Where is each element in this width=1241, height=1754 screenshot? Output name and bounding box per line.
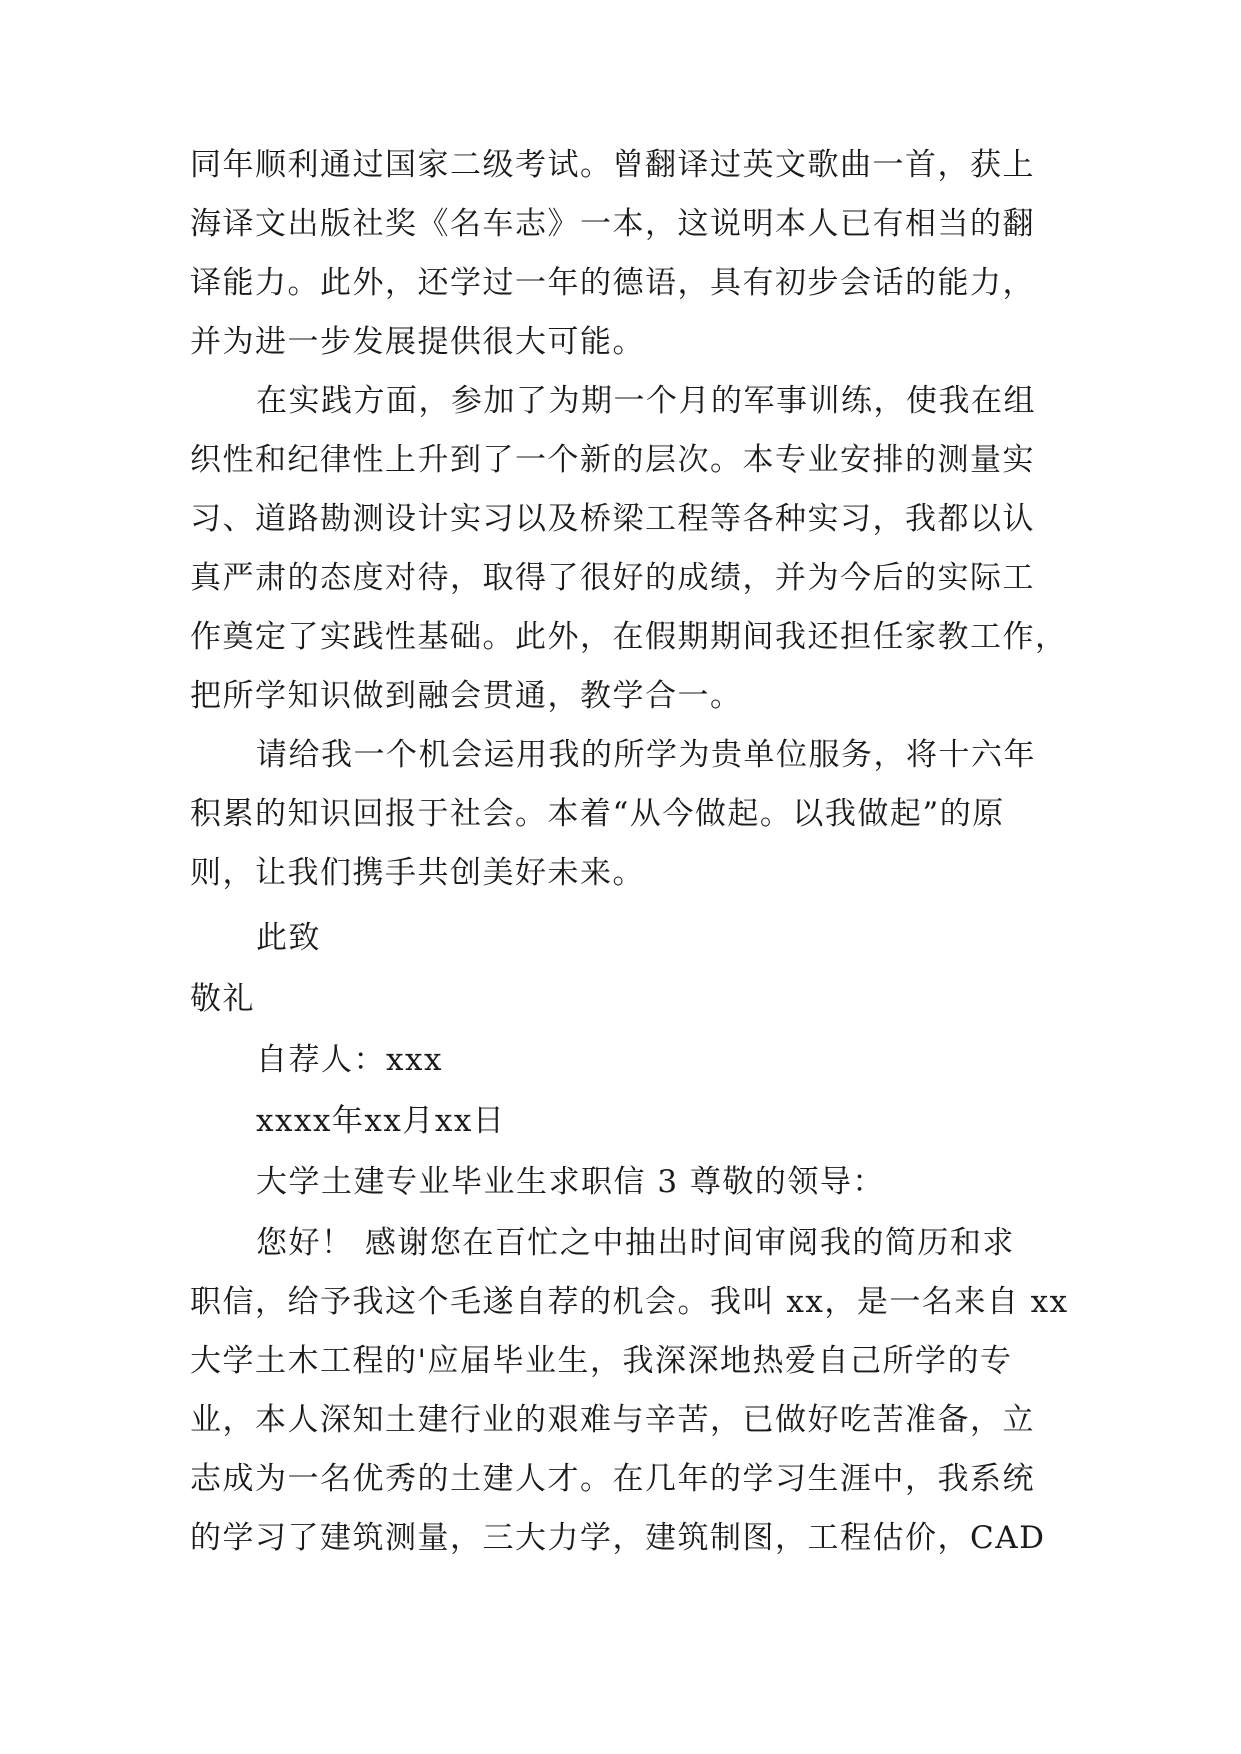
text-line: 海译文出版社奖《名车志》一本，这说明本人已有相当的翻: [190, 206, 1035, 242]
date-line: xxxx年xx月xx日: [256, 1103, 506, 1139]
text-line: 织性和纪律性上升到了一个新的层次。本专业安排的测量实: [190, 442, 1035, 478]
text-line: 真严肃的态度对待，取得了很好的成绩，并为今后的实际工: [190, 560, 1035, 596]
text-line: 则，让我们携手共创美好未来。: [190, 855, 645, 891]
text-line: 的学习了建筑测量，三大力学，建筑制图，工程估价，CAD: [190, 1520, 1046, 1556]
text-line: 译能力。此外，还学过一年的德语，具有初步会话的能力，: [190, 265, 1035, 301]
text-line: 同年顺利通过国家二级考试。曾翻译过英文歌曲一首，获上: [190, 147, 1035, 183]
text-line: 业，本人深知土建行业的艰难与辛苦，已做好吃苦准备，立: [190, 1402, 1035, 1438]
text-line: 作奠定了实践性基础。此外，在假期期间我还担任家教工作，: [190, 619, 1068, 655]
closing-phrase: 此致: [256, 920, 321, 956]
text-line: 积累的知识回报于社会。本着“从今做起。以我做起”的原: [190, 796, 1005, 832]
text-line: 把所学知识做到融会贯通，教学合一。: [190, 678, 743, 714]
text-line: 在实践方面，参加了为期一个月的军事训练，使我在组: [256, 383, 1036, 419]
text-line: 习、道路勘测设计实习以及桥梁工程等各种实习，我都以认: [190, 501, 1035, 537]
text-line: 并为进一步发展提供很大可能。: [190, 324, 645, 360]
text-line: 大学土木工程的'应届毕业生，我深深地热爱自己所学的专: [190, 1343, 1013, 1379]
section-heading: 大学土建专业毕业生求职信 3 尊敬的领导：: [256, 1164, 885, 1200]
text-line: 请给我一个机会运用我的所学为贵单位服务，将十六年: [256, 737, 1036, 773]
salutation: 敬礼: [190, 981, 255, 1017]
text-line: 职信，给予我这个毛遂自荐的机会。我叫 xx，是一名来自 xx: [190, 1284, 1069, 1320]
text-line: 您好！ 感谢您在百忙之中抽出时间审阅我的简历和求: [256, 1225, 1015, 1261]
signature-line: 自荐人：xxx: [256, 1042, 443, 1078]
text-line: 志成为一名优秀的土建人才。在几年的学习生涯中，我系统: [190, 1461, 1035, 1497]
